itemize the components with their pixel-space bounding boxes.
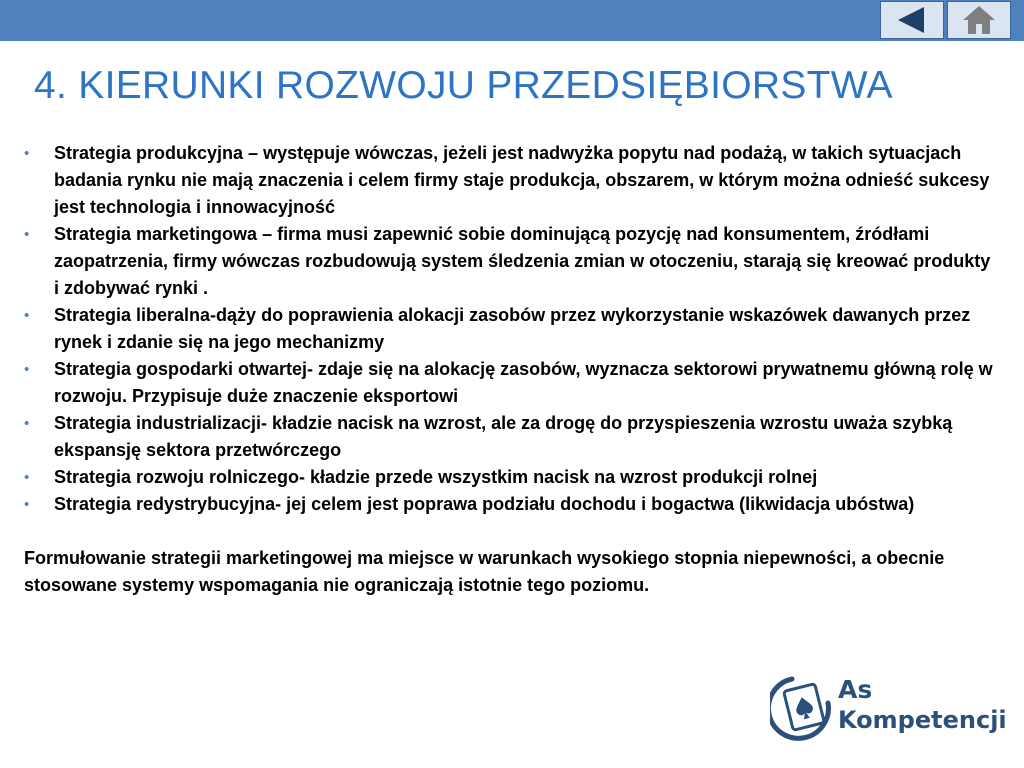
bullet-icon: • xyxy=(24,307,30,324)
list-item xyxy=(24,140,996,221)
bullet-icon: • xyxy=(24,226,30,243)
logo xyxy=(770,673,1007,743)
bullet-list xyxy=(24,140,996,518)
list-item xyxy=(24,491,996,518)
bullet-icon: • xyxy=(24,469,30,486)
list-item xyxy=(24,221,996,302)
list-item-text: Strategia industrializacji- kładzie nacisk na wzrost, ale za drogę do przyspieszenia wzrostu uważa szybką ekspansję sektora przetwórczego xyxy=(54,413,953,460)
list-item-text: Strategia liberalna-dąży do poprawienia alokacji zasobów przez wykorzystanie wskazówek dawanych przez rynek i zdanie się na jego mechanizmy xyxy=(54,305,971,352)
back-triangle-icon xyxy=(892,5,932,35)
bullet-icon: • xyxy=(24,496,30,513)
home-button[interactable] xyxy=(947,1,1011,39)
list-item-text: Strategia rozwoju rolniczego- kładzie przede wszystkim nacisk na wzrost produkcji rolnej xyxy=(54,467,818,487)
summary-paragraph: Formułowanie strategii marketingowej ma miejsce w warunkach wysokiego stopnia niepewności, a obecnie stosowane systemy wspomagania nie ograniczają istotnie tego poziomu. xyxy=(24,548,945,595)
bullet-icon: • xyxy=(24,361,30,378)
page-title: 4. KIERUNKI ROZWOJU PRZEDSIĘBIORSTWA xyxy=(34,64,893,107)
list-item-text: Strategia marketingowa – firma musi zapewnić sobie dominującą pozycję nad konsumentem, źródłami zaopatrzenia, firmy wówczas rozbudowują system śledzenia zmian w otoczeniu, starają się kreować produkty i zdobywać rynki . xyxy=(54,224,991,298)
list-item xyxy=(24,464,996,491)
list-item xyxy=(24,356,996,410)
list-item-text: Strategia produkcyjna – występuje wówczas, jeżeli jest nadwyżka popytu nad podażą, w takich sytuacjach badania rynku nie mają znaczenia i celem firmy staje produkcja, obszarem, w którym można odnieść sukcesy jest technologia i innowacyjność xyxy=(54,143,990,217)
home-icon xyxy=(961,4,997,36)
list-item-text: Strategia gospodarki otwartej- zdaje się na alokację zasobów, wyznacza sektorowi prywatnemu główną rolę w rozwoju. Przypisuje duże znaczenie eksportowi xyxy=(54,359,993,406)
bullet-icon: • xyxy=(24,145,30,162)
logo-line2: Kompetencji xyxy=(838,706,1007,734)
spade-card-logo-icon xyxy=(770,673,834,741)
logo-text xyxy=(838,675,1007,735)
top-bar xyxy=(0,0,1024,41)
list-item xyxy=(24,302,996,356)
list-item-text: Strategia redystrybucyjna- jej celem jest poprawa podziału dochodu i bogactwa (likwidacja ubóstwa) xyxy=(54,494,915,514)
bullet-icon: • xyxy=(24,415,30,432)
content-body xyxy=(24,140,996,599)
list-item xyxy=(24,410,996,464)
logo-line1: As xyxy=(838,675,873,704)
back-button[interactable] xyxy=(880,1,944,39)
